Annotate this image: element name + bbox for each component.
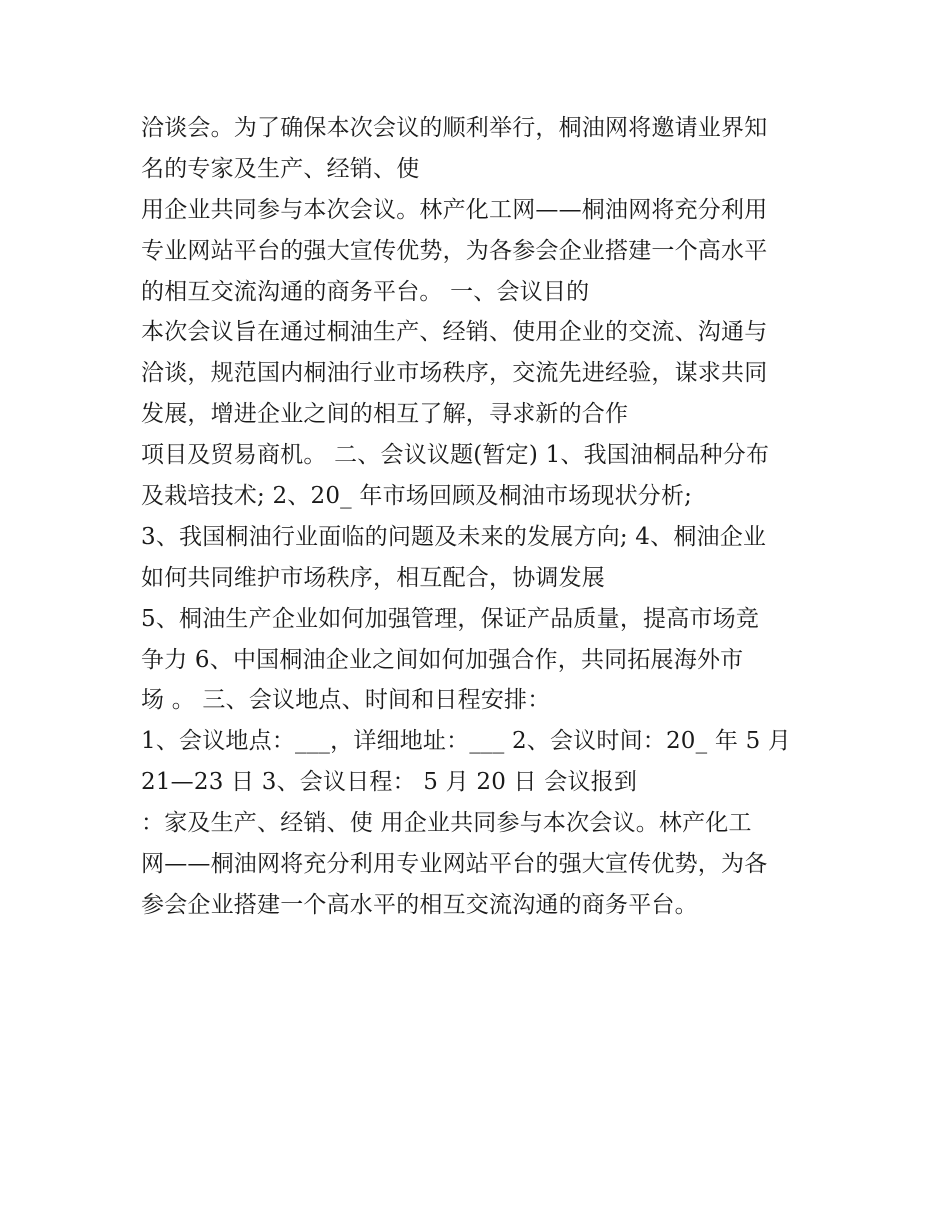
text-line: 5、桐油生产企业如何加强管理，保证产品质量，提高市场竞 <box>141 605 760 632</box>
text-line: 项目及贸易商机。 二、会议议题(暂定) 1、我国油桐品种分布 <box>141 442 770 469</box>
text-line: 1、会议地点：___，详细地址：___ 2、会议时间：20_ 年 5 月 <box>141 728 792 755</box>
text-line: 21—23 日 3、会议日程： 5 月 20 日 会议报到 <box>141 769 638 796</box>
text-line: 及栽培技术; 2、20_ 年市场回顾及桐油市场现状分析; <box>141 483 693 510</box>
text-line: 专业网站平台的强大宣传优势，为各参会企业搭建一个高水平 <box>141 237 768 264</box>
text-line: 本次会议旨在通过桐油生产、经销、使用企业的交流、沟通与 <box>141 319 768 346</box>
body-text <box>141 108 821 926</box>
text-line: ：家及生产、经销、使 用企业共同参与本次会议。林产化工 <box>141 810 752 837</box>
text-line: 用企业共同参与本次会议。林产化工网——桐油网将充分利用 <box>141 196 768 223</box>
text-line: 洽谈，规范国内桐油行业市场秩序，交流先进经验，谋求共同 <box>141 360 768 387</box>
text-line: 参会企业搭建一个高水平的相互交流沟通的商务平台。 <box>141 891 698 918</box>
text-line: 网——桐油网将充分利用专业网站平台的强大宣传优势，为各 <box>141 851 768 878</box>
text-line: 争力 6、中国桐油企业之间如何加强合作，共同拓展海外市 <box>141 646 744 673</box>
text-line: 的相互交流沟通的商务平台。 一、会议目的 <box>141 278 590 305</box>
text-line: 场 。 三、会议地点、时间和日程安排： <box>141 687 551 714</box>
text-line: 3、我国桐油行业面临的问题及未来的发展方向; 4、桐油企业 <box>141 523 767 550</box>
text-line: 洽谈会。为了确保本次会议的顺利举行，桐油网将邀请业界知 <box>141 115 768 141</box>
text-line: 发展，增进企业之间的相互了解，寻求新的合作 <box>141 401 629 428</box>
text-line: 名的专家及生产、经销、使 <box>141 155 420 182</box>
text-line: 如何共同维护市场秩序，相互配合，协调发展 <box>141 564 605 591</box>
